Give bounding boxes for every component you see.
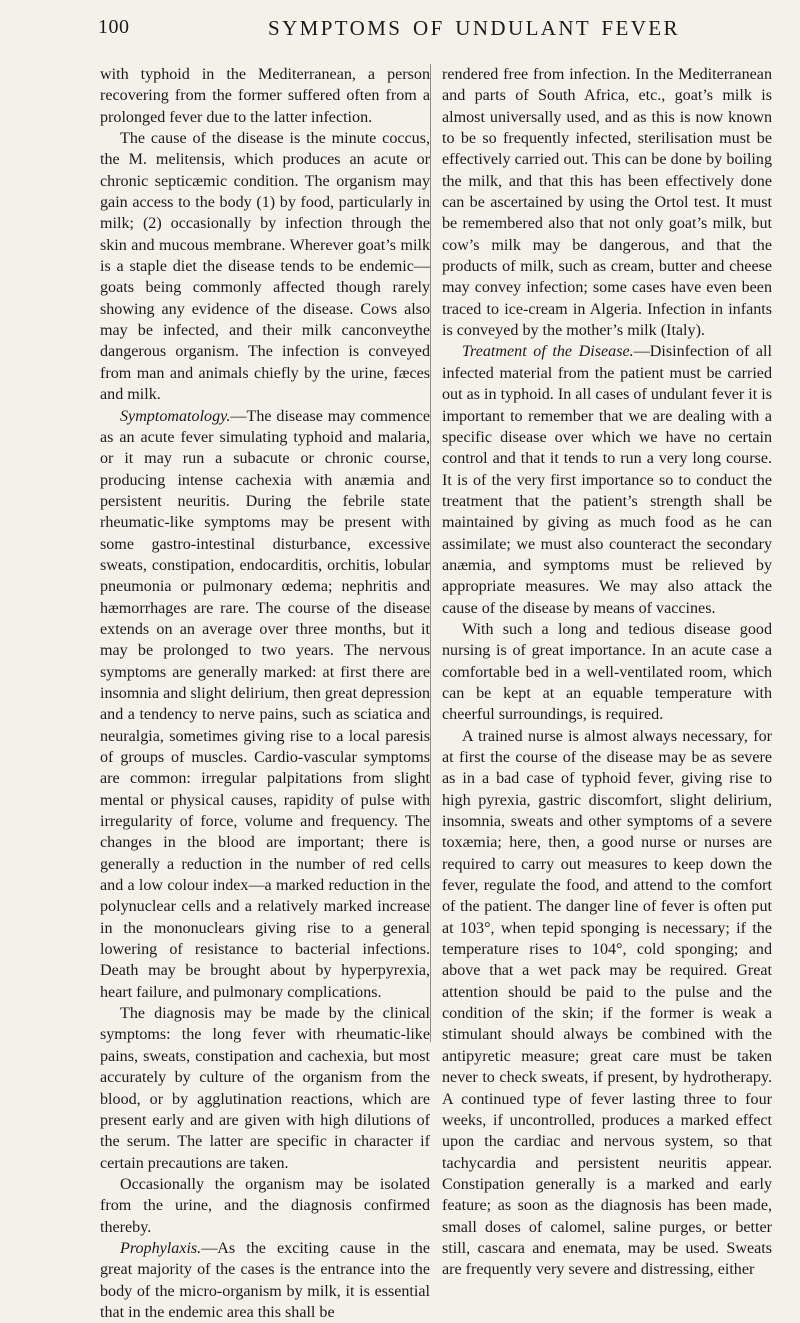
symptomatology-heading: Symptomatology. bbox=[120, 407, 231, 425]
paragraph-treatment bbox=[442, 341, 772, 618]
paragraph-prophylaxis bbox=[100, 1238, 430, 1323]
paragraph-diagnosis: The diagnosis may be made by the clinical symptoms: the long fever with rheumatic-like pains, sweats, constipation and cachexia, but most accurately by culture of the organism from the blood, or by agglutination reactions, which are present early and are given with high dilutions of the serum. The latter are specific in character if certain precautions are taken. bbox=[100, 1005, 430, 1172]
paragraph-urine-isolation: Occasionally the organism may be isolated from the urine, and the diagnosis confirmed thereby. bbox=[100, 1175, 430, 1236]
page-number: 100 bbox=[98, 16, 130, 38]
paragraph-cause: The cause of the disease is the minute coccus, the M. melitensis, which produces an acute or chronic septicæmic condition. The organism may gain access to the body (1) by food, particularly in milk; (2) occasionally by infection through the skin and mucous membrane. Wherever goat’s milk is a staple diet the disease tends to be endemic—goats being commonly affected though rarely showing any evidence of the disease. Cows also may be infected, and their milk canconveythe dangerous organism. The infection is conveyed from man and animals chiefly by the urine, fæces and milk. bbox=[100, 130, 430, 404]
paragraph-sterilisation: rendered free from infection. In the Mediterranean and parts of South Africa, etc., goat’s milk is almost universally used, and as this is now known to be so frequently infected, sterilisation must be effectively carried out. This can be done by boiling the milk, and that this has been effectively done can be ascertained by using the Ortol test. It must be remembered also that not only goat’s milk, but cow’s milk may be dangerous, and that the products of milk, such as cream, butter and cheese may convey infection; some cases have even been traced to ice-cream in Algeria. Infection in infants is conveyed by the mother’s milk (Italy). bbox=[442, 66, 772, 340]
prophylaxis-heading: Prophylaxis. bbox=[120, 1239, 202, 1257]
treatment-heading: Treatment of the Disease. bbox=[462, 343, 634, 361]
symptomatology-text: —The disease may commence as an acute fever simulating typhoid and malaria, or it may run a subacute or chronic course, producing intense cachexia with anæmia and persistent neuritis. During the febrile state rheumatic-like symptoms may be present with some gastro-intestinal disturbance, excessive sweats, constipation, endocarditis, orchitis, lobular pneumonia or pulmonary œdema; nephritis and hæmorrhages are rare. The course of the disease extends on an average over three months, but it may be prolonged to two years. The nervous symptoms are generally marked: at first there are insomnia and slight delirium, then great depression and a tendency to nerve pains, such as sciatica and neuralgia, sometimes giving rise to a local paresis of groups of muscles. Cardio-vascular symptoms are common: irregular palpitations from slight mental or physical causes, rapidity of pulse with irregularity of force, volume and frequency. The changes in the blood are important; there is generally a reduction in the number of red cells and a low colour index—a marked reduction in the polynuclear cells and a relatively marked increase in the mononuclears giving rise to a general lowering of resistance to bacterial infections. Death may be brought about by hyperpyrexia, heart failure, and pulmonary complications. bbox=[100, 407, 430, 1001]
paragraph-symptomatology bbox=[100, 406, 430, 1004]
running-head bbox=[98, 16, 776, 46]
treatment-text: —Disinfection of all infected material from the patient must be carried out as in typhoid. In all cases of undulant fever it is important to remember that we are dealing with a specific disease over which we have no certain control and that it tends to run a very long course. It is of the very first importance so to conduct the treatment that the patient’s strength shall be maintained by giving as much food as he can assimilate; we must also counteract the secondary anæmia, and symptoms must be relieved by appropriate measures. We may also attack the cause of the disease by means of vaccines. bbox=[442, 343, 772, 617]
left-column bbox=[100, 64, 430, 1323]
running-title: SYMPTOMS OF UNDULANT FEVER bbox=[268, 16, 680, 40]
right-column bbox=[442, 64, 772, 1281]
column-divider bbox=[430, 64, 431, 1042]
prophylaxis-text: —As the exciting cause in the great majority of the cases is the entrance into the body of the micro-organism by milk, it is essential that in the endemic area this shall be bbox=[100, 1239, 430, 1321]
paragraph-nursing: With such a long and tedious disease good nursing is of great importance. In an acute case a comfortable bed in a well-ventilated room, which can be kept at an equable temperature with cheerful surroundings, is required. bbox=[442, 620, 772, 724]
paragraph-typhoid-continuation: with typhoid in the Mediterranean, a person recovering from the former suffered often from a prolonged fever due to the latter infection. bbox=[100, 66, 430, 126]
paragraph-trained-nurse: A trained nurse is almost always necessary, for at first the course of the disease may be as severe as in a bad case of typhoid fever, giving rise to high pyrexia, gastric discomfort, slight delirium, insomnia, sweats and other symptoms of a severe toxæmia; here, then, a good nurse or nurses are required to carry out measures to keep down the fever, regulate the food, and attend to the comfort of the patient. The danger line of fever is often put at 103°, when tepid sponging is necessary; if the temperature rises to 104°, cold sponging; and above that a wet pack may be required. Great attention should be paid to the pulse and the condition of the skin; if the former is weak a stimulant should always be combined with the antipyretic measure; great care must be taken never to check sweats, if present, by hydrotherapy. A continued type of fever lasting three to four weeks, if uncontrolled, produces a marked effect upon the cardiac and nervous system, so that tachycardia and persistent neuritis appear. Constipation generally is a marked and early feature; as soon as the diagnosis has been made, small doses of calomel, saline purges, or better still, cascara and enemata, may be used. Sweats are frequently very severe and distressing, either bbox=[442, 727, 772, 1279]
